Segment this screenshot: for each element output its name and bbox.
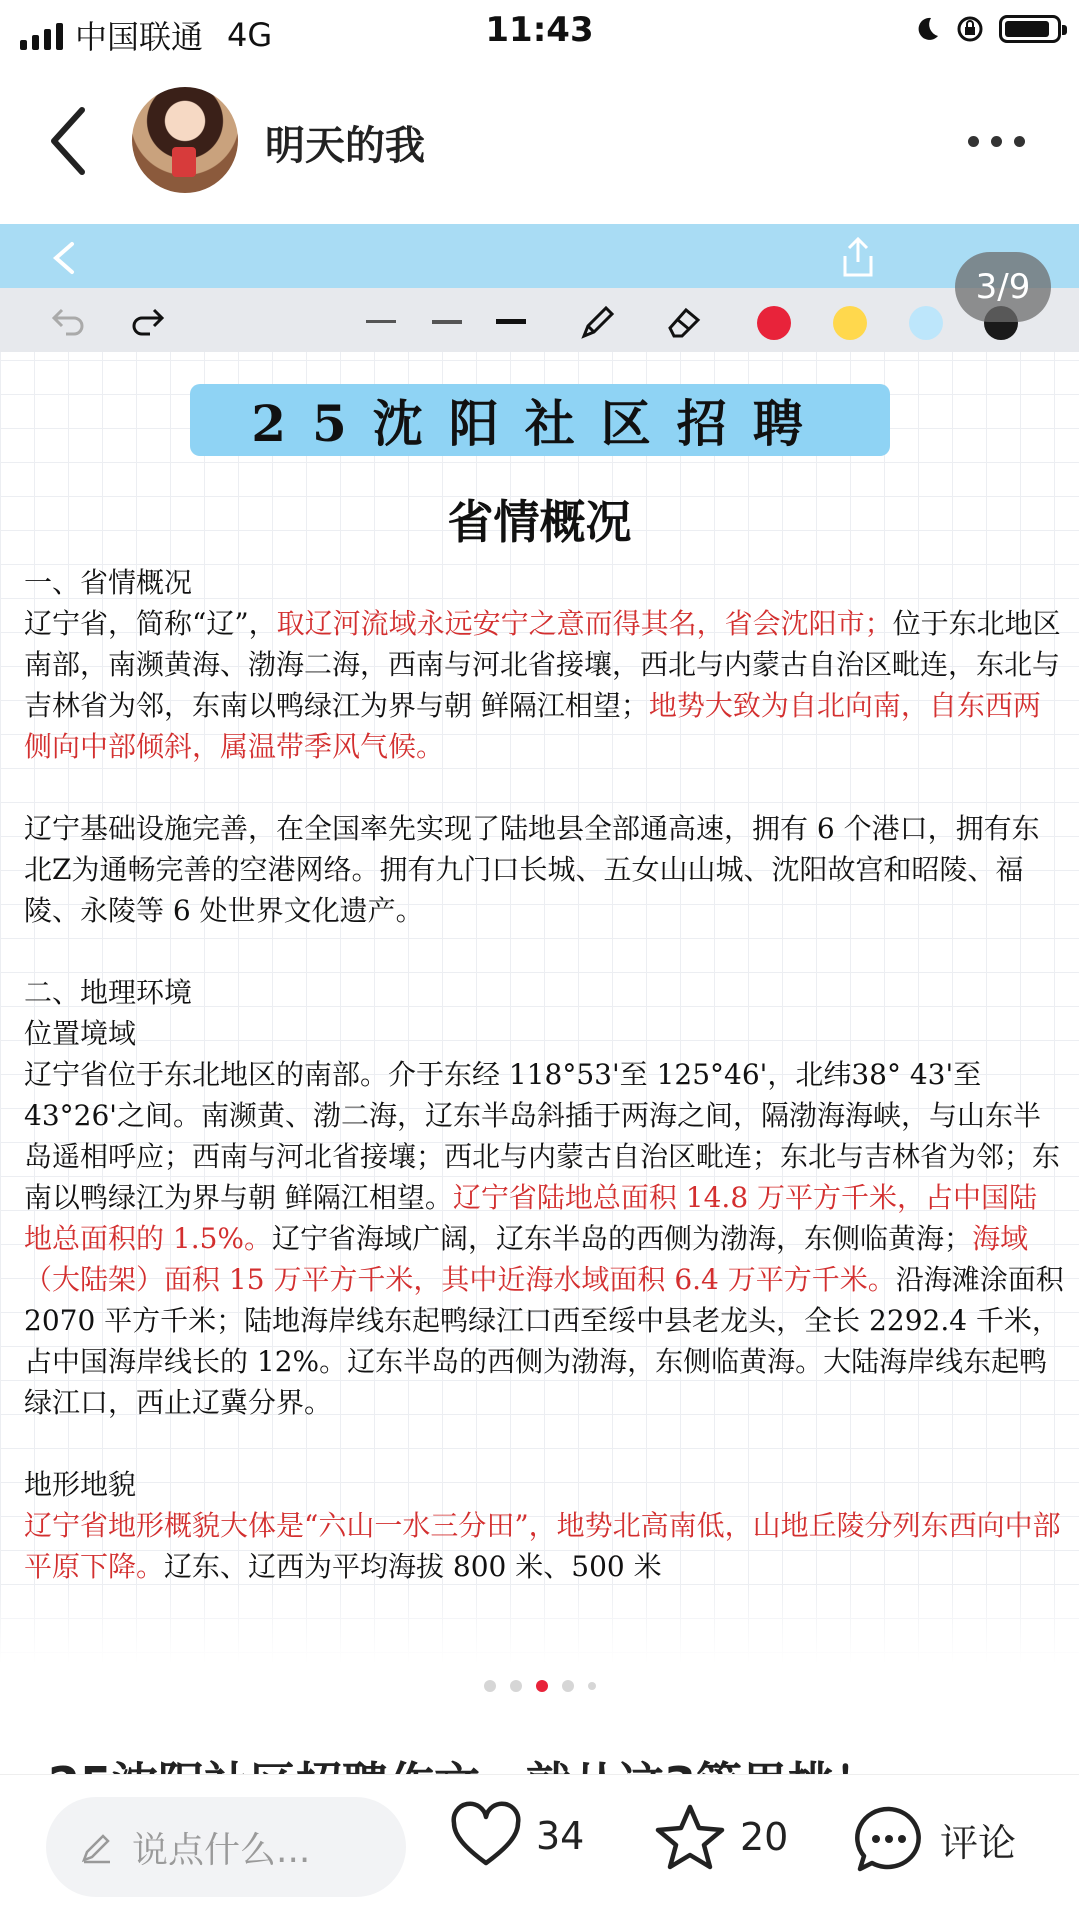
sub-heading-terrain: 地形地貌 [24,1468,137,1501]
paragraph-4: 辽宁省地形概貌大体是“六山一水三分田”，地势北高南低，山地丘陵分列东西向中部平原下降。辽东、辽西为平均海拔 800 米、500 米 [24,1509,1061,1583]
image-back-icon [52,242,76,274]
network-label: 4G [227,16,273,54]
comment-label: 评论 [940,1820,1017,1865]
color-blue-dot [909,306,943,340]
image-title: 25沈阳社区招聘 [190,384,890,456]
image-body-text [24,562,1064,1587]
pencil-icon [578,302,618,342]
status-bar [0,0,1079,62]
post-title [48,1748,880,1774]
heart-icon [450,1803,522,1869]
post-header [0,62,1079,222]
star-icon [654,1803,726,1871]
carousel-dot [588,1682,596,1690]
author-name[interactable]: 明天的我 [265,123,425,169]
color-yellow-dot [833,306,867,340]
favorite-button[interactable] [654,1803,788,1871]
section1-heading: 一、省情概况 [24,566,193,599]
color-red-dot [757,306,791,340]
comment-placeholder: 说点什么... [132,1829,311,1871]
comment-input[interactable] [46,1797,406,1897]
undo-icon [50,302,86,338]
image-drawing-toolbar [0,288,1079,352]
author-avatar[interactable] [132,87,238,193]
carousel-dot [562,1680,574,1692]
carrier-label: 中国联通 [75,18,204,56]
pen-icon [80,1830,114,1864]
thick-line-tool [496,319,526,324]
comment-button[interactable] [852,1803,1016,1875]
image-pager-badge: 3/9 [955,252,1051,322]
clock: 11:43 [485,10,594,50]
carousel-dot [484,1680,496,1692]
redo-icon [130,302,166,338]
image-app-topbar [0,224,1079,288]
paragraph-1: 辽宁省，简称“辽”，取辽河流域永远安宁之意而得其名，省会沈阳市；位于东北地区南部，南濒黄海、渤海二海，西南与河北省接壤，西北与内蒙古自治区毗连，东北与吉林省为邻，东南以鸭绿江为界与朝 鲜隔江相望；地势大致为自北向南，自东西两侧向中部倾斜，属温带季风气候。 [24,607,1061,763]
sub-heading-location: 位置境域 [24,1017,137,1050]
carousel-dot [510,1680,522,1692]
like-count: 34 [536,1814,585,1858]
thin-line-tool [366,320,396,323]
carousel-dot-active [536,1680,548,1692]
rotation-lock-icon [955,14,985,44]
carousel-indicator [0,1680,1079,1692]
favorite-count: 20 [740,1815,789,1859]
more-icon[interactable] [968,136,1025,147]
status-right [913,14,1061,44]
section2-heading: 二、地理环境 [24,976,193,1009]
moon-icon [913,15,941,43]
like-button[interactable] [450,1803,584,1869]
paragraph-2: 辽宁基础设施完善，在全国率先实现了陆地县全部通高速，拥有 6 个港口，拥有东北Z为通畅完善的空港网络。拥有九门口长城、五女山山城、沈阳故宫和昭陵、福陵、永陵等 6 处世界文化遗产。 [24,812,1040,927]
image-subtitle: 省情概况 [447,495,632,549]
eraser-icon [664,302,704,342]
share-icon [840,236,876,278]
paragraph-3: 辽宁省位于东北地区的南部。介于东经 118°53'至 125°46'，北纬38° 43'至 43°26'之间。南濒黄、渤二海，辽东半岛斜插于两海之间，隔渤海海峡，与山东半岛遥相呼应；西南与河北省接壤；西北与内蒙古自治区毗连；东北与吉林省为邻；东南以鸭绿江为界与朝 鲜隔江相望。辽宁省陆地总面积 14.8 万平方千米，占中国陆地总面积的 1.5%。辽宁省海域广阔，辽东半岛的西侧为渤海，东侧临黄海；海域（大陆架）面积 15 万平方千米，其中近海水域面积 6.4 万平方千米。沿海滩涂面积 2070 平方千米；陆地海岸线东起鸭绿江口西至绥中县老龙头，全长 2292.4 千米，占中国海岸线长的 12%。辽东半岛的西侧为渤海，东侧临黄海。大陆海岸线东起鸭绿江口，西止辽冀分界。 [24,1058,1064,1419]
back-icon[interactable] [48,106,88,176]
comment-bubble-icon [852,1803,926,1875]
bottom-action-bar [0,1774,1079,1921]
post-image[interactable] [0,224,1079,1664]
medium-line-tool [432,320,462,324]
battery-icon [999,15,1061,43]
